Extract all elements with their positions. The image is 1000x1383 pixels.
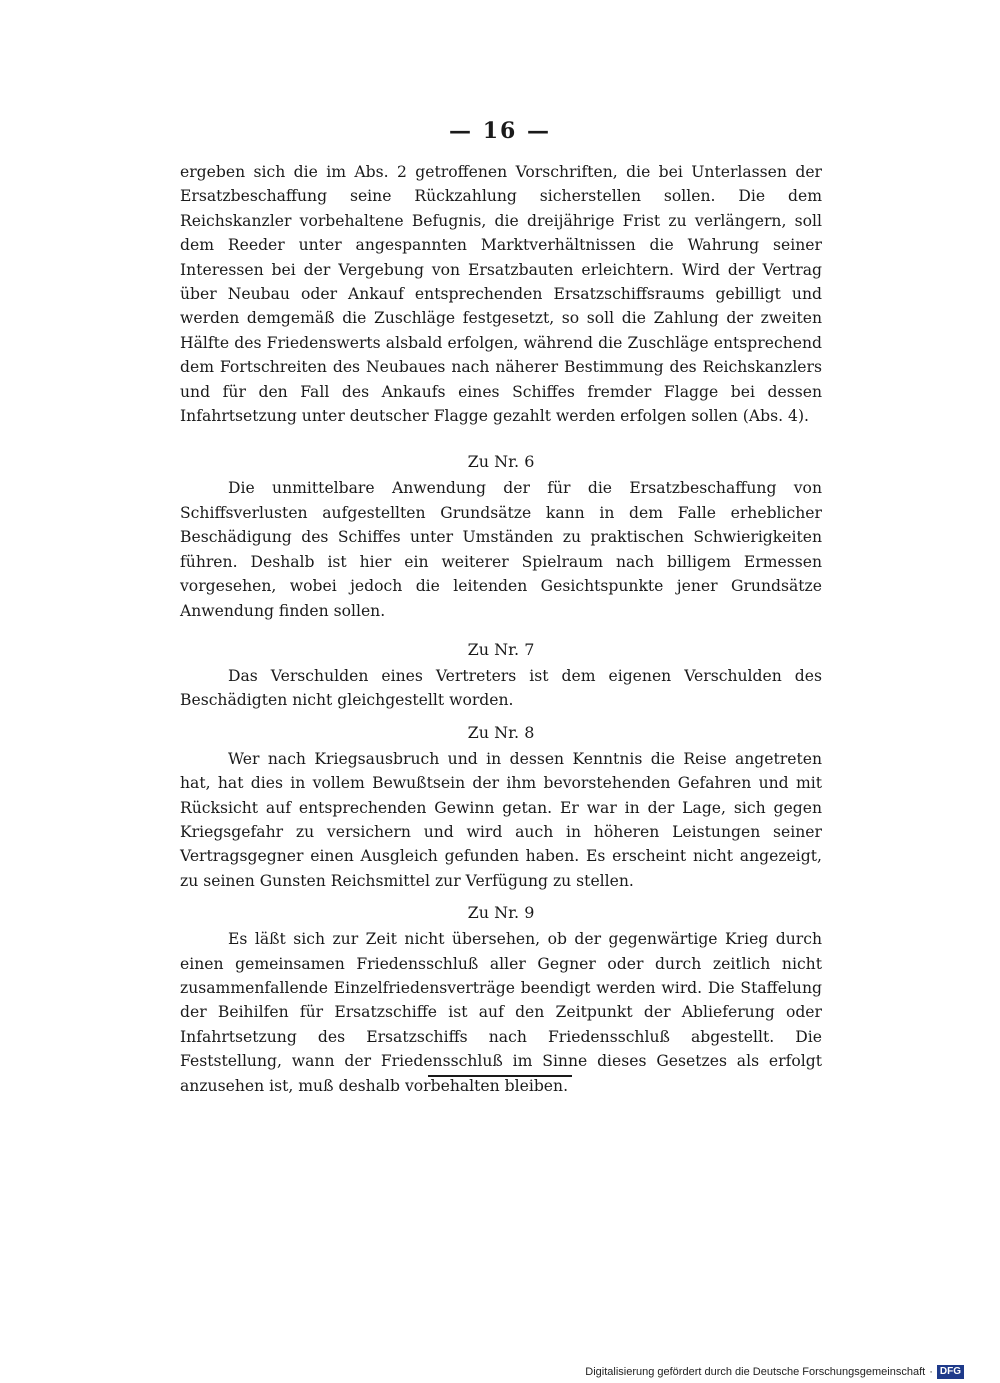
dfg-logo-icon: DFG (937, 1365, 964, 1379)
footer-text: Digitalisierung gefördert durch die Deutsche Forschungsgemeinschaft (585, 1366, 926, 1378)
footer-credit: Digitalisierung gefördert durch die Deutsche Forschungsgemeinschaft · DFG (585, 1365, 964, 1379)
page-number: — 16 — (449, 118, 551, 144)
section-heading-nr-7: Zu Nr. 7 (467, 639, 535, 659)
section-heading-nr-8: Zu Nr. 8 (467, 722, 535, 742)
section-heading-nr-9: Zu Nr. 9 (467, 903, 535, 923)
paragraph-nr-7: Das Verschulden eines Vertreters ist dem eigenen Verschulden des Beschädigten nicht gleichgestellt worden. (180, 666, 822, 710)
document-body (180, 160, 822, 1098)
closing-rule (428, 1075, 572, 1077)
paragraph-nr-8: Wer nach Kriegsausbruch und in dessen Kenntnis die Reise angetreten hat, hat dies in vollem Bewußtsein der ihm bevorstehenden Gefahren und mit Rücksicht auf entsprechenden Gewinn getan. Er war in der Lage, sich gegen Kriegsgefahr zu versichern und wird auch in höheren Leistungen seiner Vertragsgegner einen Ausgleich gefunden haben. Es erscheint nicht angezeigt, zu seinen Gunsten Reichsmittel zur Verfügung zu stellen. (180, 749, 822, 890)
paragraph-nr-9: Es läßt sich zur Zeit nicht übersehen, ob der gegenwärtige Krieg durch einen gemeinsamen Friedensschluß aller Gegner oder durch zeitlich nicht zusammenfallende Einzelfriedensverträge beendigt werden wird. Die Staffelung der Beihilfen für Ersatzschiffe ist auf den Zeitpunkt der Ablieferung oder Infahrtsetzung des Ersatzschiffs nach Friedensschluß abgestellt. Die Feststellung, wann der Friedensschluß im Sinne dieses Gesetzes als erfolgt anzusehen ist, muß deshalb vorbehalten bleiben. (180, 930, 822, 1095)
section-heading-nr-6: Zu Nr. 6 (467, 452, 535, 472)
paragraph-abs-2: ergeben sich die im Abs. 2 getroffenen Vorschriften, die bei Unterlassen der Ersatzbeschaffung seine Rückzahlung sicherstellen sollen. Die dem Reichskanzler vorbehaltene Befugnis, die dreijährige Frist zu verlängern, soll dem Reeder unter angespannten Marktverhältnissen die Wahrung seiner Interessen bei der Vergebung von Ersatzbauten erleichtern. Wird der Vertrag über Neubau oder Ankauf entsprechenden Ersatzschiffsraums gebilligt und werden demgemäß die Zuschläge festgesetzt, so soll die Zahlung der zweiten Hälfte des Friedenswerts alsbald erfolgen, während die Zuschläge entsprechend dem Fortschreiten des Neubaues nach näherer Bestimmung des Reichskanzlers und für den Fall des Ankaufs eines Schiffes fremder Flagge bei dessen Infahrtsetzung unter deutscher Flagge gezahlt werden erfolgen sollen (Abs. 4). (180, 163, 822, 426)
paragraph-nr-6: Die unmittelbare Anwendung der für die Ersatzbeschaffung von Schiffsverlusten aufgestellten Grundsätze kann in dem Falle erheblicher Beschädigung des Schiffes unter Umständen zu praktischen Schwierigkeiten führen. Deshalb ist hier ein weiterer Spielraum nach billigem Ermessen vorgesehen, wobei jedoch die leitenden Gesichtspunkte jener Grundsätze Anwendung finden sollen. (180, 479, 822, 620)
